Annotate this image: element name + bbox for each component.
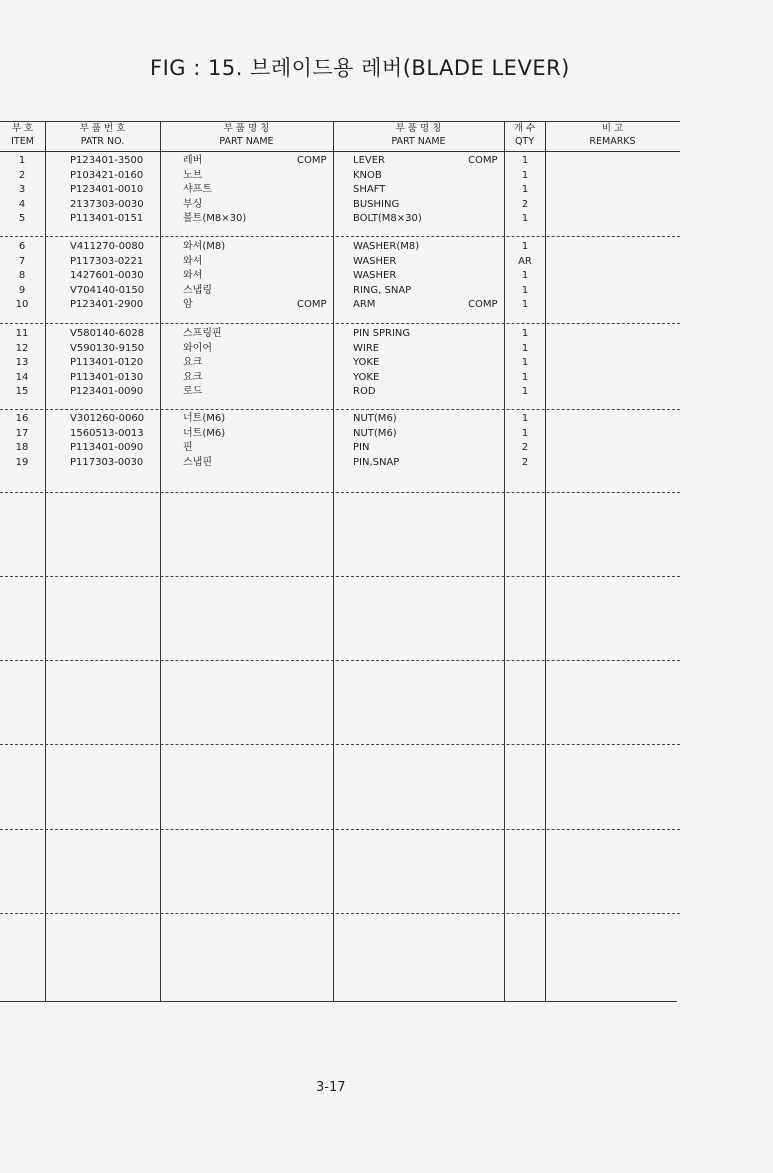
part-name-korean: 너트(M6) bbox=[183, 427, 226, 439]
part-number: P113401-0130 bbox=[70, 371, 144, 383]
quantity: 1 bbox=[521, 371, 529, 383]
quantity: 1 bbox=[521, 169, 529, 181]
quantity: 1 bbox=[521, 357, 529, 368]
part-number: 2137303-0030 bbox=[70, 198, 144, 210]
part-name-korean: 볼트(M8×30) bbox=[183, 213, 247, 224]
quantity: 1 bbox=[521, 386, 529, 397]
part-name-english: YOKE bbox=[353, 357, 380, 368]
part-name-english: YOKE bbox=[353, 371, 380, 383]
header-part-no-ko: 부 품 번 호 bbox=[79, 123, 126, 134]
item-number: 2 bbox=[18, 169, 26, 181]
part-name-english: KNOB bbox=[353, 169, 382, 181]
header-item bbox=[0, 122, 45, 148]
part-number: V580140-6028 bbox=[70, 328, 145, 339]
part-name-korean: 부싱 bbox=[183, 198, 203, 210]
header-qty bbox=[504, 122, 545, 148]
part-name-korean: 스냅핀 bbox=[183, 456, 212, 468]
quantity: 1 bbox=[521, 342, 529, 354]
part-name-english: BUSHING bbox=[353, 198, 400, 210]
page-number: 3-17 bbox=[316, 1080, 346, 1095]
quantity: 1 bbox=[521, 155, 529, 166]
item-number: 8 bbox=[18, 270, 26, 281]
item-number: 12 bbox=[15, 342, 29, 354]
part-name-korean: 스프링핀 bbox=[183, 328, 222, 339]
part-name-korean: 암 bbox=[183, 299, 193, 310]
group-separator bbox=[0, 913, 680, 914]
page-title: FIG : 15. 브레이드용 레버(BLADE LEVER) bbox=[150, 56, 570, 80]
header-part-name-english bbox=[333, 122, 504, 148]
header-name-ko-ko: 부 품 명 칭 bbox=[223, 123, 270, 134]
header-remarks-ko: 비 고 bbox=[601, 123, 624, 134]
item-number: 1 bbox=[18, 155, 26, 166]
item-number: 7 bbox=[18, 255, 26, 267]
part-number: P123401-2900 bbox=[70, 299, 144, 310]
part-name-english: WIRE bbox=[353, 342, 380, 354]
part-number: P113401-0151 bbox=[70, 213, 144, 224]
group-separator bbox=[0, 660, 680, 661]
quantity: 1 bbox=[521, 284, 529, 296]
header-qty-ko: 개 수 bbox=[513, 123, 536, 134]
item-number: 13 bbox=[15, 357, 29, 368]
column-divider bbox=[160, 121, 161, 1001]
group-separator bbox=[0, 323, 680, 324]
part-name-korean: 와셔 bbox=[183, 255, 203, 267]
part-number: V590130-9150 bbox=[70, 342, 145, 354]
part-number: 1427601-0030 bbox=[70, 270, 144, 281]
column-divider bbox=[333, 121, 334, 1001]
quantity: 2 bbox=[521, 456, 529, 468]
quantity: 1 bbox=[521, 427, 529, 439]
header-part-no bbox=[45, 122, 160, 148]
header-part-name-korean bbox=[160, 122, 333, 148]
part-name-korean: 레버 bbox=[183, 155, 203, 166]
comp-label-korean: COMP bbox=[297, 299, 327, 310]
part-name-korean: 샤프트 bbox=[183, 184, 212, 195]
header-remarks-en: REMARKS bbox=[589, 136, 636, 147]
part-number: P113401-0090 bbox=[70, 442, 144, 453]
group-separator bbox=[0, 829, 680, 830]
part-name-english: BOLT(M8×30) bbox=[353, 213, 422, 224]
quantity: 1 bbox=[521, 241, 529, 252]
header-item-en: ITEM bbox=[11, 136, 34, 147]
header-item-ko: 부 호 bbox=[11, 123, 34, 134]
header-remarks bbox=[545, 122, 680, 148]
part-name-korean: 요크 bbox=[183, 371, 203, 383]
part-name-korean: 와셔 bbox=[183, 270, 203, 281]
header-name-en-en: PART NAME bbox=[391, 136, 446, 147]
item-number: 4 bbox=[18, 198, 26, 210]
part-name-korean: 핀 bbox=[183, 442, 193, 453]
quantity: 1 bbox=[521, 328, 529, 339]
comp-label-korean: COMP bbox=[297, 155, 327, 166]
quantity: AR bbox=[518, 255, 532, 267]
part-name-english: NUT(M6) bbox=[353, 413, 397, 424]
part-name-english: RING, SNAP bbox=[353, 284, 412, 296]
group-separator bbox=[0, 492, 680, 493]
part-name-english: ARM bbox=[353, 299, 376, 310]
group-separator bbox=[0, 744, 680, 745]
part-name-english: WASHER(M8) bbox=[353, 241, 420, 252]
quantity: 1 bbox=[521, 413, 529, 424]
part-name-korean: 노브 bbox=[183, 169, 203, 181]
table-bottom-rule bbox=[0, 1001, 677, 1002]
part-number: V301260-0060 bbox=[70, 413, 145, 424]
item-number: 16 bbox=[15, 413, 29, 424]
item-number: 6 bbox=[18, 241, 26, 252]
header-name-en-ko: 부 품 명 칭 bbox=[395, 123, 442, 134]
part-name-korean: 스냅링 bbox=[183, 284, 212, 296]
quantity: 1 bbox=[521, 213, 529, 224]
header-name-ko-en: PART NAME bbox=[219, 136, 274, 147]
part-name-english: WASHER bbox=[353, 270, 397, 281]
item-number: 3 bbox=[18, 184, 26, 195]
part-number: P117303-0221 bbox=[70, 255, 144, 267]
part-name-english: LEVER bbox=[353, 155, 385, 166]
group-separator bbox=[0, 236, 680, 237]
quantity: 1 bbox=[521, 184, 529, 195]
quantity: 1 bbox=[521, 270, 529, 281]
part-name-english: ROD bbox=[353, 386, 376, 397]
part-name-english: PIN SPRING bbox=[353, 328, 411, 339]
header-bottom-rule bbox=[0, 151, 680, 152]
part-name-korean: 와셔(M8) bbox=[183, 241, 226, 252]
part-name-english: SHAFT bbox=[353, 184, 386, 195]
part-name-english: NUT(M6) bbox=[353, 427, 397, 439]
item-number: 9 bbox=[18, 284, 26, 296]
quantity: 1 bbox=[521, 299, 529, 310]
comp-label-english: COMP bbox=[468, 155, 498, 166]
part-number: P113401-0120 bbox=[70, 357, 144, 368]
quantity: 2 bbox=[521, 442, 529, 453]
item-number: 15 bbox=[15, 386, 29, 397]
part-name-english: PIN,SNAP bbox=[353, 456, 400, 468]
column-divider bbox=[45, 121, 46, 1001]
item-number: 5 bbox=[18, 213, 26, 224]
part-number: P117303-0030 bbox=[70, 456, 144, 468]
part-name-english: WASHER bbox=[353, 255, 397, 267]
part-number: V411270-0080 bbox=[70, 241, 145, 252]
header-part-no-en: PATR NO. bbox=[80, 136, 125, 147]
part-name-english: PIN bbox=[353, 442, 370, 453]
quantity: 2 bbox=[521, 198, 529, 210]
part-name-korean: 와이어 bbox=[183, 342, 212, 354]
part-number: V704140-0150 bbox=[70, 284, 145, 296]
item-number: 19 bbox=[15, 456, 29, 468]
part-name-korean: 요크 bbox=[183, 357, 203, 368]
item-number: 14 bbox=[15, 371, 29, 383]
item-number: 18 bbox=[15, 442, 29, 453]
part-number: P123401-0010 bbox=[70, 184, 144, 195]
item-number: 10 bbox=[15, 299, 29, 310]
part-number: P123401-3500 bbox=[70, 155, 144, 166]
group-separator bbox=[0, 409, 680, 410]
group-separator bbox=[0, 576, 680, 577]
part-number: 1560513-0013 bbox=[70, 427, 144, 439]
part-number: P103421-0160 bbox=[70, 169, 144, 181]
part-name-korean: 너트(M6) bbox=[183, 413, 226, 424]
item-number: 17 bbox=[15, 427, 29, 439]
part-number: P123401-0090 bbox=[70, 386, 144, 397]
item-number: 11 bbox=[15, 328, 29, 339]
part-name-korean: 로드 bbox=[183, 386, 203, 397]
comp-label-english: COMP bbox=[468, 299, 498, 310]
header-qty-en: QTY bbox=[514, 136, 535, 147]
